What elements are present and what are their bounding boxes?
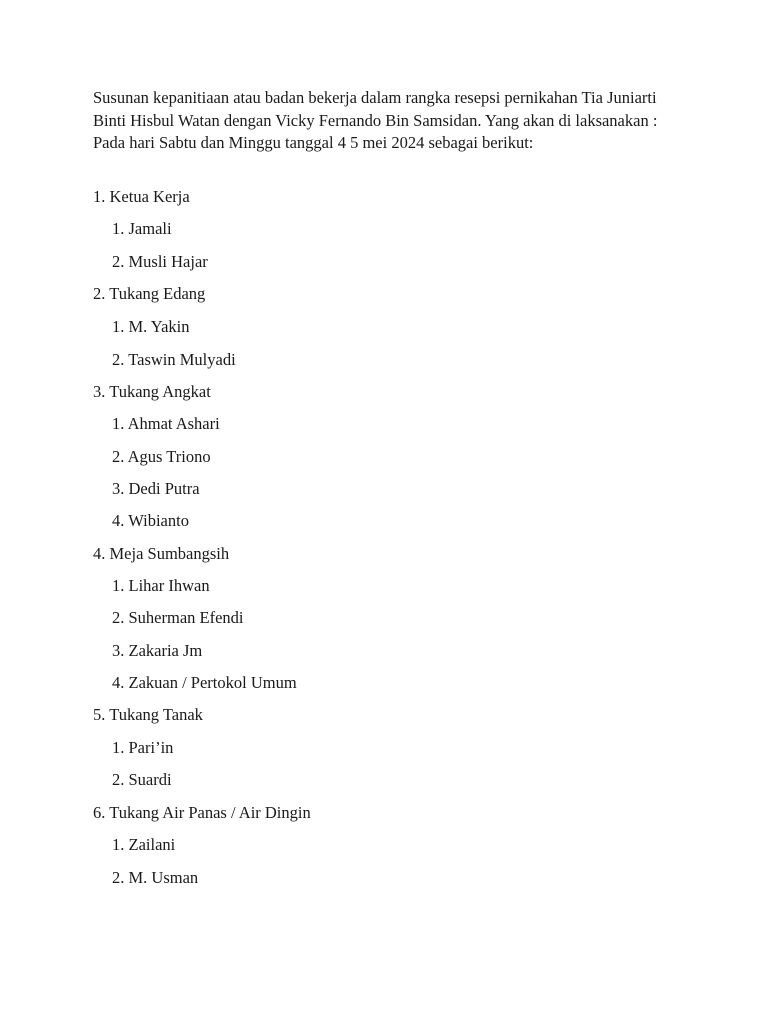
member-item: 1. Ahmat Ashari xyxy=(112,414,220,433)
section-title: 6. Tukang Air Panas / Air Dingin xyxy=(93,803,311,822)
member-item: 2. Suardi xyxy=(112,770,172,789)
member-item: 2. Suherman Efendi xyxy=(112,608,244,627)
section-title: 5. Tukang Tanak xyxy=(93,705,203,724)
intro-paragraph: Susunan kepanitiaan atau badan bekerja dalam rangka resepsi pernikahan Tia Juniarti Binti Hisbul Watan dengan Vicky Fernando Bin Samsidan. Yang akan di laksanakan : Pada hari Sabtu dan Minggu tanggal 4 5 mei 2024 sebagai berikut: xyxy=(93,88,658,152)
section-title: 2. Tukang Edang xyxy=(93,284,206,303)
member-item: 4. Zakuan / Pertokol Umum xyxy=(112,673,297,692)
member-item: 2. Musli Hajar xyxy=(112,252,208,271)
member-item: 2. Taswin Mulyadi xyxy=(112,350,236,369)
member-item: 2. Agus Triono xyxy=(112,447,211,466)
member-item: 3. Zakaria Jm xyxy=(112,641,203,660)
member-item: 1. Jamali xyxy=(112,219,172,238)
member-item: 1. Zailani xyxy=(112,835,176,854)
member-item: 3. Dedi Putra xyxy=(112,479,200,498)
member-item: 1. M. Yakin xyxy=(112,317,190,336)
section-title: 4. Meja Sumbangsih xyxy=(93,544,230,563)
member-item: 1. Pari’in xyxy=(112,738,174,757)
section-title: 3. Tukang Angkat xyxy=(93,382,211,401)
section-title: 1. Ketua Kerja xyxy=(93,187,190,206)
member-item: 1. Lihar Ihwan xyxy=(112,576,210,595)
member-item: 2. M. Usman xyxy=(112,868,199,887)
member-item: 4. Wibianto xyxy=(112,511,189,530)
